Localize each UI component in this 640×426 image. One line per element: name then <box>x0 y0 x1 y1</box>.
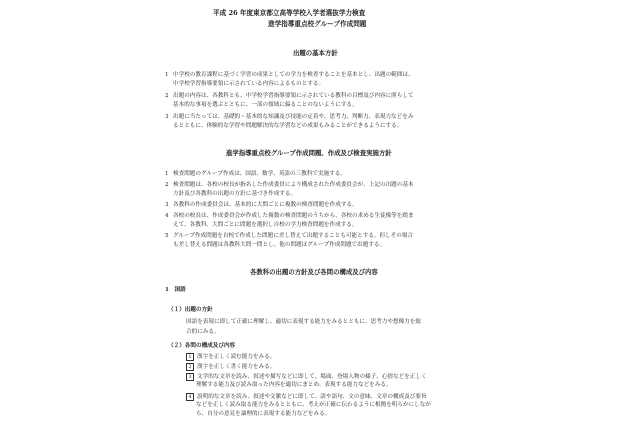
section2-item-1-line: 検査問題のグループ作成は、国語、数学、英語の三教科で実施する。 <box>173 171 346 177</box>
document-page <box>150 0 500 426</box>
subject-heading: 1 国語 <box>165 287 186 293</box>
section2-item-1-num: 1 <box>165 171 169 177</box>
header-subtitle: 進学指導重点校グループ作成問題 <box>268 20 367 28</box>
policy-title: （１）出題の方針 <box>168 307 213 313</box>
section1-item-1-cont: 中学校学習指導要領に示されている内容によるものとする。 <box>173 81 325 87</box>
structure-item-4-line1: 説明的な文章を読み、叙述や文脈などに即して、語や語句、文の意味、文章の構成及び要旨 <box>197 394 427 400</box>
question-number-box: 3 <box>186 373 194 381</box>
section1-item-3-text: 出題に当たっては、基礎的・基本的な知識及び技能の定着や、思考力、判断力、表現力などをみ <box>173 114 414 120</box>
question-number-box: 4 <box>186 393 194 401</box>
structure-title: （２）各問の構成及び内容 <box>168 343 236 349</box>
section2-item-2-line2: 方針及び各教科の出題の方針に基づき作成する。 <box>173 191 297 197</box>
section1-item-2-cont: 基本的な事項を選ぶとともに、一部の領域に偏ることのないようにする。 <box>173 102 358 108</box>
section2-item-2-num: 2 <box>165 182 169 188</box>
structure-item-2 <box>186 363 275 371</box>
section3-title: 各教科の出題の方針及び各問の構成及び内容 <box>250 268 378 276</box>
section2-item-3-num: 3 <box>165 202 169 208</box>
section1-title: 出題の基本方針 <box>293 49 338 57</box>
section2-item-5-line1: グループ作成問題を自校で作成した問題に差し替えて出題することも可能とする。但しその場合 <box>173 233 414 239</box>
section2-item-4-line2: えて、各教科、大問ごとに問題を選択し自校の学力検査問題を作成する。 <box>173 222 358 228</box>
section1-item-2-text: 出題の内容は、各教科とも、中学校学習指導要領に示されている教科の目標及び内容に照らして <box>173 93 414 99</box>
section1-item-1-num: 1 <box>165 72 169 78</box>
header-title: 平成 26 年度東京都立高等学校入学者選抜学力検査 <box>213 9 366 17</box>
section2-item-5-num: 5 <box>165 233 169 239</box>
section2-item-3-line: 各教科の作成委員会は、基本的に大問ごとに複数の検査問題を作成する。 <box>173 202 358 208</box>
section2-item-4-num: 4 <box>165 213 169 219</box>
structure-item-4-line2: などを正しく読み取る能力をみるとともに、考えが正確に伝わるように根拠を明らかにしなが <box>196 402 431 408</box>
policy-line1: 国語を表現に即して正確に理解し、適切に表現する能力をみるとともに、思考力や想像力を総 <box>186 319 421 325</box>
section1-item-1-text: 中学校の教育課程に基づく学習の成果としての学力を検査することを基本とし、出題の範囲は、 <box>173 72 414 78</box>
question-number-box: 1 <box>186 353 194 361</box>
structure-item-1 <box>186 353 275 361</box>
section2-item-4-line1: 各校の校長は、作成委員会が作成した複数の検査問題のうちから、各校の求める生徒像等を踏ま <box>173 213 414 219</box>
question-number-box: 2 <box>186 363 194 371</box>
structure-item-4 <box>186 393 427 401</box>
section1-item-3-num: 3 <box>165 114 169 120</box>
structure-item-2-line: 漢字を正しく書く能力をみる。 <box>197 364 276 370</box>
structure-item-4-line3: ら、自分の意見を論理的に表現する能力などをみる。 <box>196 411 331 417</box>
structure-item-3 <box>186 373 427 381</box>
section2-item-5-line2: も差し替える問題は各教科大問一問とし、他の問題はグループ作成問題で出題する。 <box>173 242 386 248</box>
section1-item-2-num: 2 <box>165 93 169 99</box>
structure-item-3-line2: 理解する能力及び読み取った内容を適切にまとめ、表現する能力などをみる。 <box>196 382 392 388</box>
structure-item-3-line1: 文学的な文章を読み、叙述や描写などに即して、場面、登場人物の様子、心情などを正しく <box>197 374 427 380</box>
section2-title: 進学指導重点校グループ作成問題、作成及び検査実施方針 <box>226 149 392 157</box>
section1-item-3-cont: るとともに、体験的な学習や問題解決的な学習などの成果もみることができるようにする。 <box>173 123 403 129</box>
section2-item-2-line1: 検査問題は、各校の校長が指名した作成委員により構成された作成委員会が、上記の出題の基本 <box>173 182 414 188</box>
policy-line2: 合的にみる。 <box>186 329 220 335</box>
structure-item-1-line: 漢字を正しく読む能力をみる。 <box>197 354 276 360</box>
